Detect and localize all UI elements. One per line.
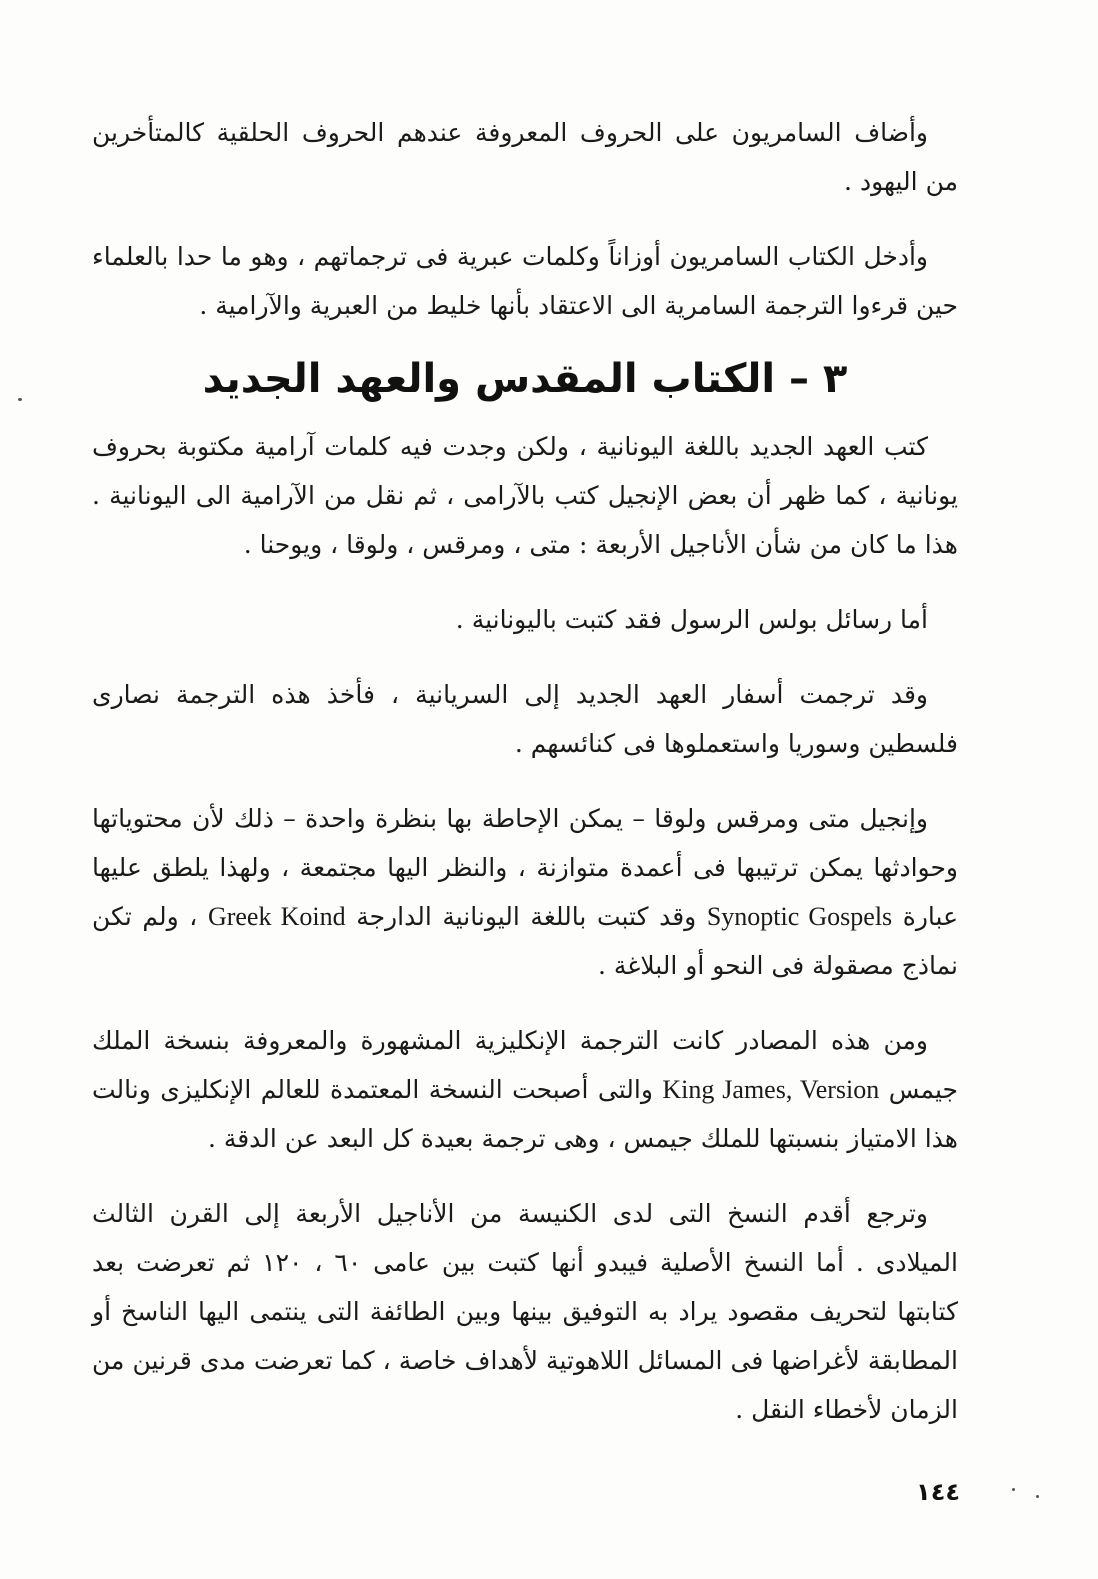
synoptic-gospels-term: Synoptic Gospels xyxy=(706,902,893,931)
scan-speck xyxy=(1012,1488,1015,1491)
paragraph-pauline-letters: أما رسائل بولس الرسول فقد كتبت باليونانية . xyxy=(455,605,928,634)
paragraph-syriac-translation: وقد ترجمت أسفار العهد الجديد إلى السريانية ، فأخذ هذه الترجمة نصارى فلسطين وسوريا واستعملوها فى كنائسهم . xyxy=(92,680,958,758)
scan-speck xyxy=(18,398,22,401)
king-james-text-2: والتى أصبحت النسخة المعتمدة للعالم الإنكليزى ونالت هذا الامتياز بنسبتها للملك جيمس ، وهى ترجمة بعيدة كل البعد عن الدقة . xyxy=(92,1075,958,1153)
synoptic-text-2: وقد كتبت باللغة اليونانية الدارجة xyxy=(356,902,697,931)
paragraph-oldest-manuscripts: وترجع أقدم النسخ التى لدى الكنيسة من الأناجيل الأربعة إلى القرن الثالث الميلادى . أما النسخ الأصلية فيبدو أنها كتبت بين عامى ٦٠ ، ١٢٠ ثم تعرضت بعد كتابتها لتحريف مقصود يراد به التوفيق بينها وبين الطائفة التى ينتمى اليها الناسخ أو المطابقة لأغراضها فى المسائل اللاهوتية لأهداف خاصة ، كما تعرضت مدى قرنين من الزمان لأخطاء النقل . xyxy=(92,1199,958,1424)
section-heading: ٣ – الكتاب المقدس والعهد الجديد xyxy=(202,356,848,402)
scan-speck xyxy=(1036,1495,1039,1498)
paragraph-king-james xyxy=(92,1016,958,1163)
paragraph-samaritan-translation: وأدخل الكتاب السامريون أوزاناً وكلمات عبرية فى ترجماتهم ، وهو ما حدا بالعلماء حين قرءوا الترجمة السامرية الى الاعتقاد بأنها خليط من العبرية والآرامية . xyxy=(92,242,958,320)
synoptic-text-3: ، ولم تكن نماذج مصقولة فى النحو أو البلاغة . xyxy=(92,902,958,980)
king-james-version-term: King James, Version xyxy=(662,1075,880,1104)
page-number: ١٤٤ xyxy=(916,1478,960,1506)
page-body xyxy=(92,108,958,1460)
greek-koine-term: Greek Koind xyxy=(207,902,346,931)
paragraph-synoptic-gospels xyxy=(92,794,958,990)
paragraph-samaritan-letters: وأضاف السامريون على الحروف المعروفة عندهم الحروف الحلقية كالمتأخرين من اليهود . xyxy=(92,118,958,196)
synoptic-text-1: وإنجيل متى ومرقس ولوقا – يمكن الإحاطة بها بنظرة واحدة – ذلك لأن محتوياتها وحوادثها يمكن ترتيبها فى أعمدة متوازنة ، والنظر اليها مجتمعة ، ولهذا يلطق عليها عبارة xyxy=(92,804,959,931)
paragraph-new-testament-greek: كتب العهد الجديد باللغة اليونانية ، ولكن وجدت فيه كلمات آرامية مكتوبة بحروف يونانية ، كما ظهر أن بعض الإنجيل كتب بالآرامى ، ثم نقل من الآرامية الى اليونانية . هذا ما كان من شأن الأناجيل الأربعة : متى ، ومرقس ، ولوقا ، ويوحنا . xyxy=(92,432,958,559)
king-james-text-1: ومن هذه المصادر كانت الترجمة الإنكليزية المشهورة والمعروفة بنسخة الملك جيمس xyxy=(92,1026,959,1104)
